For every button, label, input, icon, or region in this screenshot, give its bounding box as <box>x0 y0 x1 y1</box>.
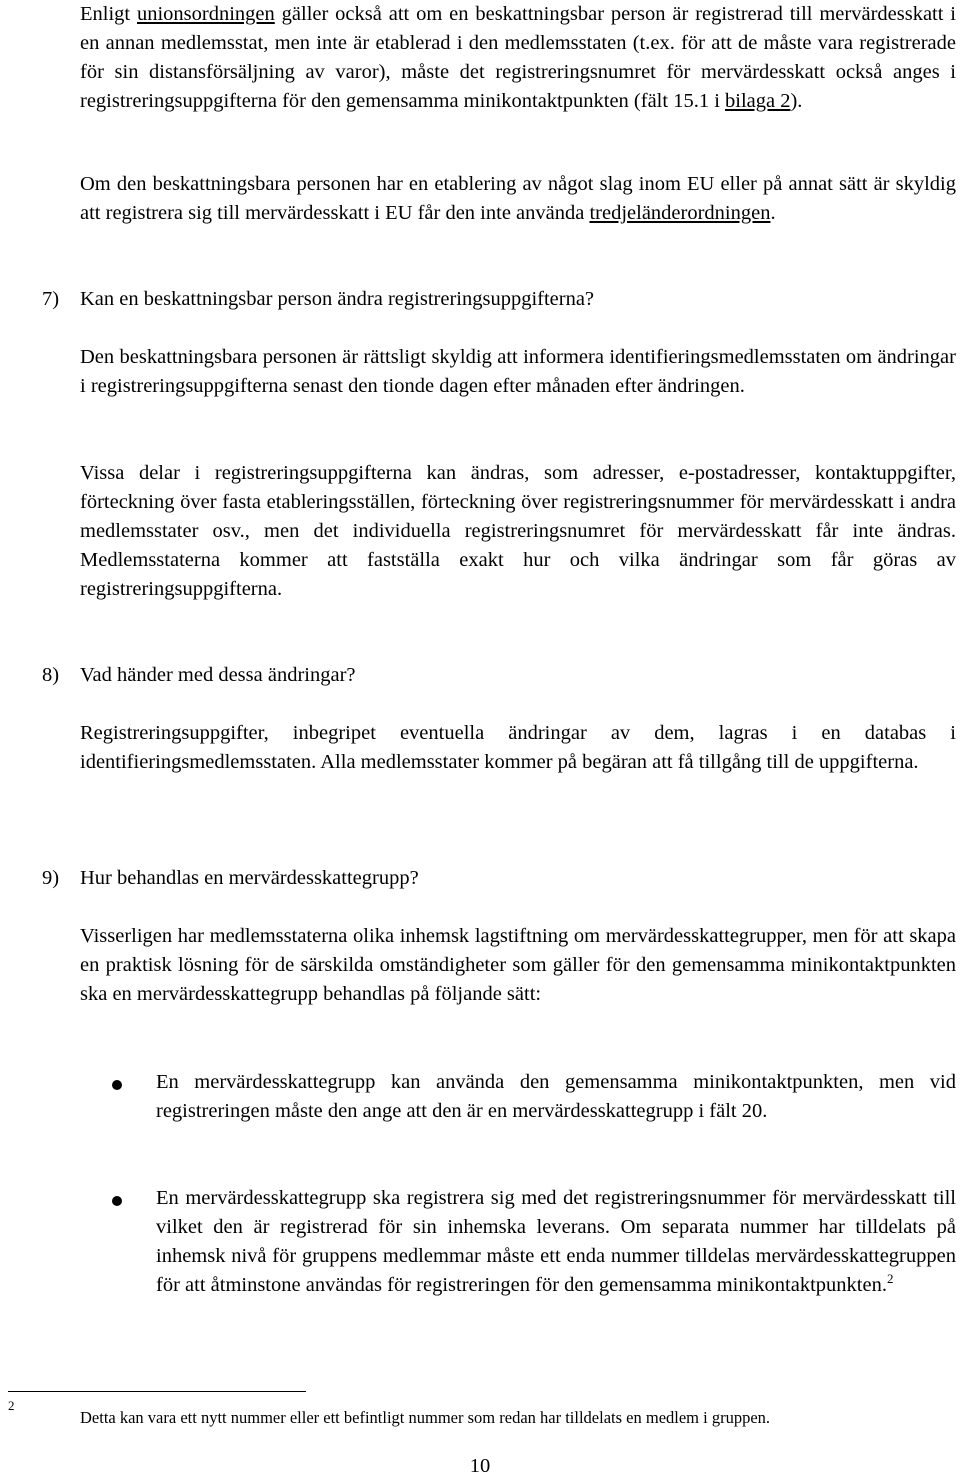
link-tredjelanderordningen[interactable]: tredjeländerordningen <box>589 202 771 224</box>
question-9-heading <box>42 864 419 893</box>
link-unionsordningen[interactable]: unionsordningen <box>136 3 275 25</box>
question-number: 9) <box>42 867 60 889</box>
bullet-icon <box>112 1080 122 1090</box>
question-7-heading <box>42 285 594 314</box>
page-number: 10 <box>469 1455 491 1477</box>
bullet-item-2: En mervärdesskattegrupp ska registrera sig med det registreringsnummer för mervärdesskatt till vilket den är registrerad för sin inhemska leverans. Om separata nummer har tilldelats på inhemsk nivå för gruppens medlemmar måste ett enda nummer tilldelas mervärdesskattegruppen för att åtminstone användas för registreringen för den gemensamma minikontaktpunkten.$^2$ <box>156 1187 956 1296</box>
question-8-heading <box>42 661 356 690</box>
footnote-text: Detta kan vara ett nytt nummer eller ett befintligt nummer som redan har tilldelats en medlem i gruppen. <box>80 1408 771 1427</box>
question-number: 8) <box>42 664 60 686</box>
bullet-item-1: En mervärdesskattegrupp kan använda den gemensamma minikontaktpunkten, men vid registreringen måste den ange att den är en mervärdesskattegrupp i fält 20. <box>156 1071 956 1122</box>
footnote-reference[interactable]: 2 <box>886 1271 894 1286</box>
paragraph-vissa-delar: Vissa delar i registreringsuppgifterna kan ändras, som adresser, e-postadresser, kontaktuppgifter, förteckning över fasta etableringsställen, förteckning över registreringsnummer för mervärdesskatt i andra medlemsstater osv., men det individuella registreringsnumret för mervärdesskatt får inte ändras. Medlemsstaterna kommer att fastställa exakt hur och vilka ändringar som får göras av registreringsuppgifterna. <box>80 462 956 600</box>
question-number: 7) <box>42 288 60 310</box>
bullet-icon <box>112 1196 122 1206</box>
footnote-divider <box>8 1391 306 1392</box>
link-bilaga-2[interactable]: bilaga 2 <box>725 90 791 112</box>
question-text: Vad händer med dessa ändringar? <box>80 664 356 686</box>
paragraph-unionsordningen: Enligt unionsordningen gäller också att om en beskattningsbar person är registrerad till mervärdesskatt i en annan medlemsstat, men inte är etablerad i den medlemsstaten (t.ex. för att de måste vara registrerade för sin distansförsäljning av varor), måste det registreringsnumret för mervärdesskatt också anges i registreringsuppgifterna för den gemensamma minikontaktpunkten (fält 15.1 i bilaga 2). <box>80 3 957 112</box>
paragraph-etablering: Om den beskattningsbara personen har en etablering av något slag inom EU eller på annat sätt är skyldig att registrera sig till mervärdesskatt i EU får den inte använda tredjeländerordningen. <box>80 173 956 224</box>
question-text: Hur behandlas en mervärdesskattegrupp? <box>80 867 419 889</box>
question-text: Kan en beskattningsbar person ändra registreringsuppgifterna? <box>80 288 595 310</box>
footnote-number: 2 <box>8 1398 15 1413</box>
paragraph-registreringsuppgifter: Registreringsuppgifter, inbegripet eventuella ändringar av dem, lagras i en databas i identifieringsmedlemsstaten. Alla medlemsstater kommer på begäran att få tillgång till de uppgifterna. <box>80 722 956 773</box>
paragraph-visserligen: Visserligen har medlemsstaterna olika inhemsk lagstiftning om mervärdesskattegrupper, men för att skapa en praktisk lösning för de särskilda omständigheter som gäller för den gemensamma minikontaktpunkten ska en mervärdesskattegrupp behandlas på följande sätt: <box>80 925 956 1005</box>
paragraph-rattsligt-skyldig: Den beskattningsbara personen är rättsligt skyldig att informera identifieringsmedlemsstaten om ändringar i registreringsuppgifterna senast den tionde dagen efter månaden efter ändringen. <box>80 346 956 397</box>
